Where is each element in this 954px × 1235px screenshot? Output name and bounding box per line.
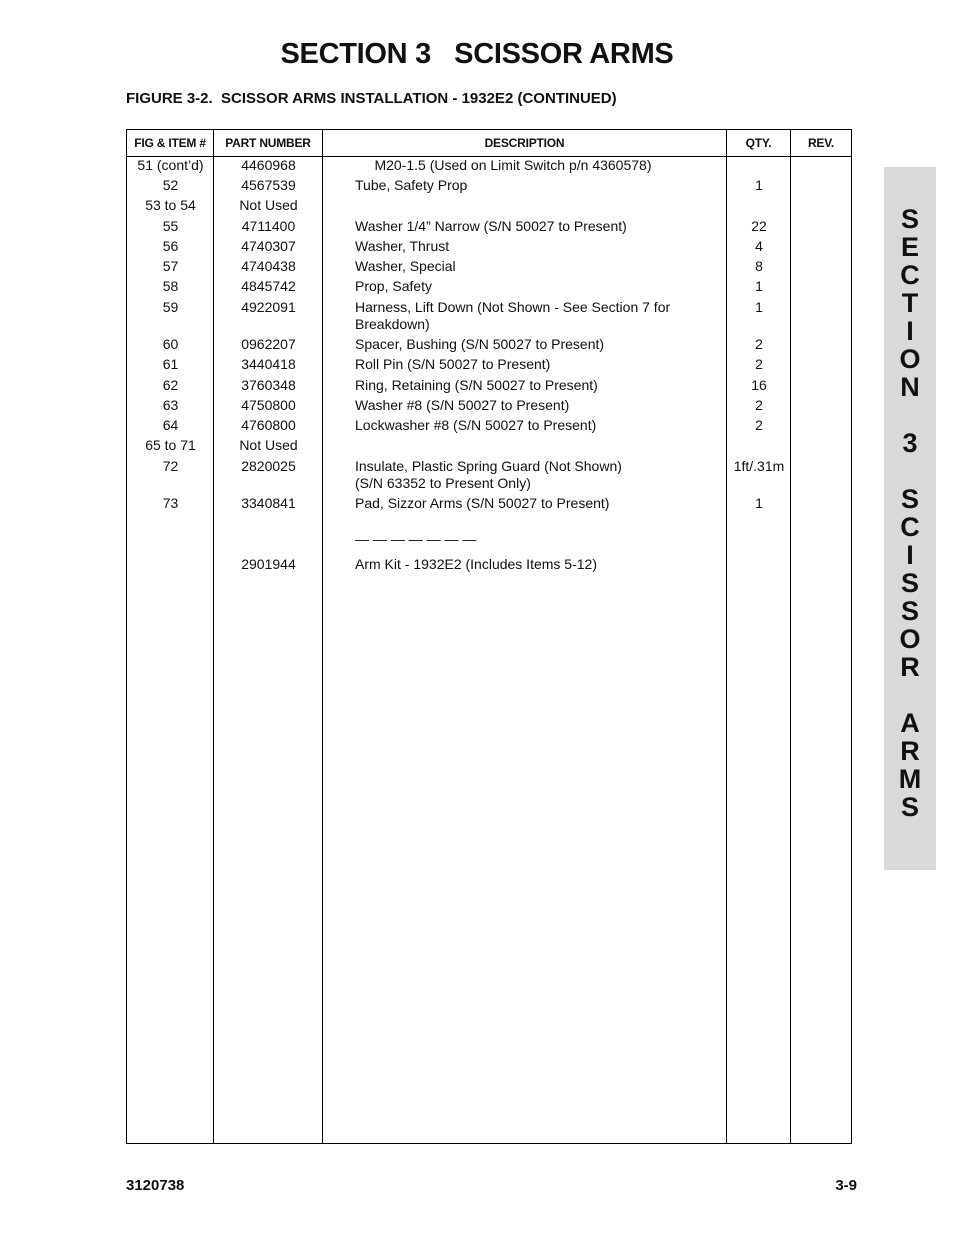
section-tab-letter: S (900, 792, 919, 822)
part-number-cell: Not Used (239, 197, 298, 213)
column-header-qty: QTY. (745, 136, 772, 150)
description-cell: Insulate, Plastic Spring Guard (Not Shown) (355, 458, 622, 474)
qty-cell: 1ft/.31m (733, 458, 785, 474)
part-number-cell: 3440418 (241, 356, 296, 372)
section-tab-letter: R (900, 652, 920, 682)
qty-cell: 16 (751, 377, 767, 393)
qty-cell: 4 (755, 238, 763, 254)
description-cell-continued: (S/N 63352 to Present Only) (355, 475, 531, 491)
item-cell: 62 (162, 377, 179, 393)
description-cell: Tube, Safety Prop (355, 177, 468, 193)
part-number-cell: 4740307 (241, 238, 296, 254)
column-header-item: FIG & ITEM # (134, 136, 206, 150)
qty-cell: 8 (755, 258, 763, 274)
description-cell: — — — — — — — (355, 531, 477, 547)
item-cell: 59 (162, 299, 179, 315)
qty-cell: 22 (751, 218, 767, 234)
description-cell: Pad, Sizzor Arms (S/N 50027 to Present) (355, 495, 610, 511)
section-tab-letter: I (906, 316, 914, 346)
document-number: 3120738 (126, 1177, 185, 1194)
description-cell: Prop, Safety (355, 278, 433, 294)
section-tab-letter: C (900, 260, 920, 290)
description-cell: M20-1.5 (Used on Limit Switch p/n 4360578) (355, 157, 652, 173)
part-number-cell: 4750800 (241, 397, 296, 413)
column-header-rev: REV. (807, 136, 835, 150)
part-number-cell: 3760348 (241, 377, 296, 393)
section-tab-letter: O (899, 624, 921, 654)
description-cell: Arm Kit - 1932E2 (Includes Items 5-12) (355, 556, 597, 572)
description-cell-continued: Breakdown) (355, 316, 430, 332)
qty-cell: 1 (755, 299, 763, 315)
item-cell: 58 (162, 278, 179, 294)
description-cell: Ring, Retaining (S/N 50027 to Present) (355, 377, 598, 393)
description-cell: Lockwasher #8 (S/N 50027 to Present) (355, 417, 597, 433)
qty-cell: 2 (755, 397, 763, 413)
item-cell: 63 (162, 397, 179, 413)
part-number-cell: 3340841 (241, 495, 296, 511)
description-cell: Washer 1/4” Narrow (S/N 50027 to Present) (355, 218, 627, 234)
part-number-cell: 4567539 (241, 177, 296, 193)
part-number-cell: 4711400 (241, 218, 296, 234)
column-header-part-number: PART NUMBER (225, 136, 311, 150)
section-tab-letter: S (900, 204, 919, 234)
item-cell: 72 (162, 458, 179, 474)
description-cell: Harness, Lift Down (Not Shown - See Section 7 for (355, 299, 671, 315)
section-tab-letter: 3 (902, 428, 918, 458)
item-cell: 73 (162, 495, 179, 511)
section-tab-letter: I (906, 540, 914, 570)
page-number: 3-9 (835, 1177, 857, 1194)
description-cell: Washer, Special (355, 258, 456, 274)
section-tab-letter: O (899, 344, 921, 374)
section-tab-letter: R (900, 736, 920, 766)
part-number-cell: 4760800 (241, 417, 296, 433)
description-cell: Spacer, Bushing (S/N 50027 to Present) (355, 336, 605, 352)
description-cell: Roll Pin (S/N 50027 to Present) (355, 356, 551, 372)
qty-cell: 1 (755, 177, 763, 193)
item-cell: 53 to 54 (145, 197, 196, 213)
section-tab-letter: T (901, 288, 919, 318)
section-tab (884, 167, 936, 870)
section-tab-letter: S (900, 484, 919, 514)
part-number-cell: 2901944 (241, 556, 296, 572)
item-cell: 57 (162, 258, 179, 274)
item-cell: 61 (162, 356, 179, 372)
qty-cell: 1 (755, 495, 763, 511)
qty-cell: 2 (755, 417, 763, 433)
item-cell: 52 (162, 177, 179, 193)
qty-cell: 2 (755, 336, 763, 352)
item-cell: 51 (cont’d) (137, 157, 204, 173)
section-tab-letter: S (900, 568, 919, 598)
section-tab-letter: C (900, 512, 920, 542)
item-cell: 56 (162, 238, 179, 254)
section-tab-letter: A (900, 708, 920, 738)
item-cell: 60 (162, 336, 179, 352)
part-number-cell: 4922091 (241, 299, 296, 315)
part-number-cell: 4460968 (241, 157, 296, 173)
figure-title: FIGURE 3-2. SCISSOR ARMS INSTALLATION - 1932E2 (CONTINUED) (126, 90, 617, 107)
section-tab-letter: S (900, 596, 919, 626)
item-cell: 64 (162, 417, 179, 433)
description-cell: Washer #8 (S/N 50027 to Present) (355, 397, 570, 413)
section-tab-letter: E (900, 232, 919, 262)
part-number-cell: 0962207 (241, 336, 296, 352)
part-number-cell: 2820025 (241, 458, 296, 474)
part-number-cell: Not Used (239, 437, 298, 453)
item-cell: 65 to 71 (145, 437, 196, 453)
description-cell: Washer, Thrust (355, 238, 450, 254)
part-number-cell: 4740438 (241, 258, 296, 274)
section-tab-letter: N (900, 372, 920, 402)
part-number-cell: 4845742 (241, 278, 296, 294)
section-tab-letter: M (898, 764, 922, 794)
qty-cell: 2 (755, 356, 763, 372)
item-cell: 55 (162, 218, 179, 234)
section-title: SECTION 3 SCISSOR ARMS (280, 38, 674, 70)
parts-table (126, 129, 852, 1144)
column-header-description: DESCRIPTION (484, 136, 565, 150)
qty-cell: 1 (755, 278, 763, 294)
